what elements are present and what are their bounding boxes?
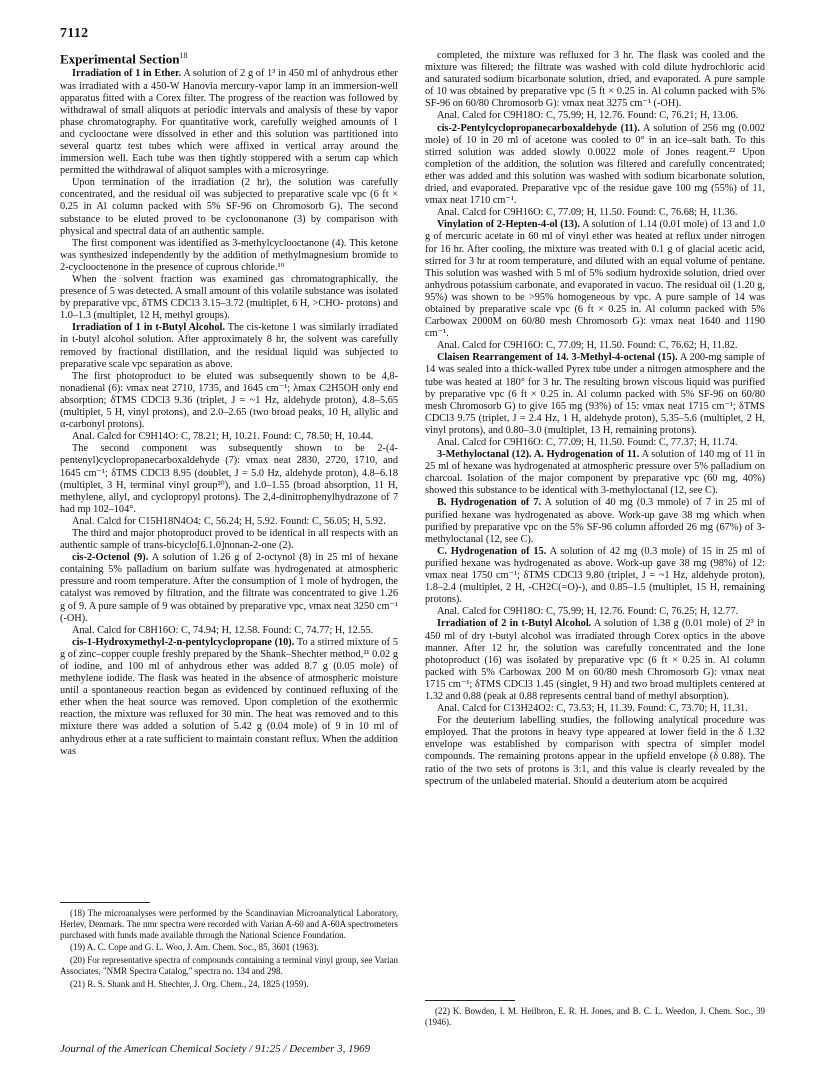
paragraph-text: A solution of 1.14 (0.01 mole) of 13 and 1.0 g of mercuric acetate in 60 ml of vinyl ether was heated at reflux under nitrogen for 16 hr. After cooling, the mixture was treated with 0.1 g of glacial acetic acid, stirred for 3 hr at room temperature, and diluted with an equal volume of pentane. This solution was washed with 5 ml of 5% sodium hydroxide solution, dried over anhydrous potassium carbonate, and evaporated in vacuo. The residual oil (1.20 g, 95%) was shown to be >95% homogeneous by vpc. A pure sample of 14 was obtained by preparative scale vpc (6 ft × 0.25 in. Al column packed with 5% Carbowax 2000M on 60/80 mesh Chromosorb G): νmax neat 1640 and 1190 cm⁻¹. — [425, 219, 765, 340]
paragraph-text: A solution of 1.26 g of 2-octynol (8) in 25 ml of hexane containing 5% palladium on barium sulfate was hydrogenated at atmospheric pressure and room temperature. After the consumption of 1 mole of hydrogen, the catalyst was removed by filtration, and the filtrate was concentrated to give 1.26 g of 9. A pure sample of 9 was obtained by preparative vpc, νmax neat 3250 cm⁻¹ (-OH). — [60, 552, 398, 624]
section-heading: Experimental Section$^{18}$ — [60, 51, 188, 67]
paragraph — [60, 637, 398, 758]
left-column — [60, 50, 398, 758]
paragraph-text: completed, the mixture was refluxed for 3 hr. The flask was cooled and the mixture was filtered; the filtrate was washed with cold dilute hydrochloric acid and saturated sodium bicarbonate solution, dried, and evaporated. A pure sample of 10 was obtained by preparative vpc (5 ft × 0.25 in. Al column packed with 5% SF-96 on 60/80 Chromosorb G): νmax neat 3275 cm⁻¹ (-OH). — [425, 50, 765, 110]
paragraph — [60, 322, 398, 370]
paragraph-lead: cis-2-Octenol (9). — [72, 552, 149, 564]
paragraph — [60, 431, 398, 443]
paragraph-lead: Irradiation of 1 in Ether. — [72, 68, 182, 80]
paragraph — [425, 546, 765, 606]
paragraph-text: Anal. Calcd for C9H16O: C, 77.09; H, 11.50. Found: C, 76.62; H, 11.82. — [437, 340, 738, 352]
paragraph-lead: Irradiation of 2 in t-Butyl Alcohol. — [437, 618, 592, 630]
paragraph-text: The third and major photoproduct proved to be identical in all respects with an authentic sample of trans-bicyclo[6.1.0]nonan-2-one (2). — [60, 527, 398, 552]
footnote: (21) R. S. Shank and H. Shechter, J. Org. Chem., 24, 1825 (1959). — [70, 978, 309, 989]
paragraph-text: Anal. Calcd for C8H16O: C, 74.94; H, 12.58. Found: C, 74.77; H, 12.55. — [72, 624, 374, 636]
paragraph — [60, 625, 398, 637]
paragraph — [60, 68, 398, 177]
paragraph-text: A 200-mg sample of 14 was sealed into a thick-walled Pyrex tube under a nitrogen atmosphere and the tube was heated at 180° for 3 hr. The resulting brown viscous liquid was purified by preparative vpc (6 ft × 0.25 in. Al column packed with 5% SF-96 on 60/80 mesh Chromosorb G) to give 165 mg (93%) of 15: νmax neat 1715 cm⁻¹; δTMS CDCl3 9.75 (triplet, J = 2.4 Hz, 1 H, aldehyde proton), 5.35–5.6 (multiplet, 2 H, vinyl protons), and 0.80–3.0 (multiplet, 13 H, remaining protons). — [425, 352, 765, 436]
paragraph-text: Anal. Calcd for C13H24O2: C, 73.53; H, 11.39. Found: C, 73.70; H, 11.31. — [437, 703, 748, 715]
paragraph — [425, 703, 765, 715]
paragraph-text: A solution of 42 mg (0.3 mole) of 15 in 25 ml of purified hexane was hydrogenated as above. Work-up gave 38 mg (98%) of 12: νmax neat 1750 cm⁻¹; δTMS CDCl3 9.80 (triplet, J = ~1 Hz, aldehyde proton), 1.8–2.4 (multiplet, 2 H, -CH2C(=O)-), and 0.85–1.5 (multiplet, 15 H, remaining protons). — [425, 545, 766, 606]
footnotes-right — [425, 1006, 765, 1030]
paragraph-lead: B. Hydrogenation of 7. — [437, 497, 542, 509]
footnote: (19) A. C. Cope and G. L. Woo, J. Am. Chem. Soc., 85, 3601 (1963). — [70, 942, 319, 953]
paragraph-text: A solution of 1.38 g (0.01 mole) of 2³ in 450 ml of dry t-butyl alcohol was irradiated through Corex optics in the above manner. After 12 hr, the solution was carefully concentrated and the lone photoproduct (16) was isolated by preparative vpc (6 ft × 0.25 in. Al column packed with 5% Carbowax 200 M on 60/80 mesh Chromosorb G): νmax neat 1715 cm⁻¹; δTMS CDCl3 1.45 (singlet, 9 H) and two broad multiplets centered at 1.32 and 0.88 (peak at 0.88 represents central band of methyl absorption). — [425, 618, 765, 702]
paragraph-text: Upon termination of the irradiation (2 hr), the solution was carefully concentrated, and the residual oil was subjected to preparative scale vpc (6 ft × 0.25 in Al column packed with 5% SF-96 on Chromosorb G). The second substance to be eluted proved to be cyclononanone (3) by comparison with physical and spectral data of an authentic sample. — [60, 177, 398, 237]
journal-footer: Journal of the American Chemical Society / 91:25 / December 3, 1969 — [60, 1043, 371, 1055]
paragraph-text: A solution of 140 mg of 11 in 25 ml of hexane was hydrogenated at atmospheric pressure over 5% palladium on charcoal. Isolation of the major component by preparative vpc (60 mg, 40%) showed this substance to be identical with 3-methyloctanal (12, see C). — [425, 449, 765, 497]
paragraph-lead: C. Hydrogenation of 15. — [437, 545, 547, 557]
paragraph-text: Anal. Calcd for C15H18N4O4: C, 56.24; H, 5.92. Found: C, 56.05; H, 5.92. — [72, 515, 386, 527]
footnotes-left — [60, 908, 398, 992]
paragraph-text: Anal. Calcd for C9H18O: C, 75.99; H, 12.76. Found: C, 76.21; H, 13.06. — [437, 110, 739, 122]
paragraph-text: A solution of 40 mg (0.3 mmole) of 7 in 25 ml of purified hexane was hydrogenated as above. Work-up gave 38 mg which when purified by preparative vpc on the 5% SF-96 column afforded 26 mg (67%) of 3-methyloctanal (12, see C). — [425, 497, 765, 545]
paragraph-text: Anal. Calcd for C9H16O: C, 77.09; H, 11.50. Found: C, 76.68; H, 11.36. — [437, 207, 738, 219]
paragraph — [425, 437, 765, 449]
paragraph — [60, 371, 398, 431]
footnote-divider — [60, 902, 150, 903]
paragraph — [60, 238, 398, 274]
paragraph — [60, 516, 398, 528]
paragraph-text: A solution of 2 g of 1³ in 450 ml of anhydrous ether was irradiated with a 450-W Hanovia mercury-vapor lamp in an immersion-well apparatus fitted with a Corex filter. The progress of the reaction was followed by withdrawal of small aliquots at periodic intervals and analysis of these by vapor phase chromatography. For quantitative work, carefully weighed amounts of 1 and cyclooctane were dissolved in ether and this solution was partitioned into several quartz test tubes which were affixed in vertical array around the immersion well. Each tube was then tightly stoppered with a serum cap which permitted the withdrawal of aliquot samples with a microsyringe. — [60, 68, 398, 177]
paragraph-text: For the deuterium labelling studies, the following analytical procedure was employed. That the protons in heavy type appeared at lower field in the δ 1.32 envelope was established by comparison with spectra of simpler model compounds. The remaining protons appear in the upfield envelope (δ 0.88). The ratio of the two sets of protons is 3:1, and this value is clearly revealed by the spectrum of the unlabeled material. Should a deuterium atom be acquired — [425, 715, 765, 787]
paragraph-text: The cis-ketone 1 was similarly irradiated in t-butyl alcohol solution. After approximately 8 hr, the solvent was carefully removed by fractional distillation, and the residual liquid was subjected to preparative scale vpc separation as above. — [60, 322, 399, 370]
paragraph-lead: Irradiation of 1 in t-Butyl Alcohol. — [72, 322, 225, 334]
paragraph — [425, 449, 765, 497]
paragraph-text: To a stirred mixture of 5 g of zinc–copper couple freshly prepared by the Shank–Shechter method,²¹ 0.02 g of iodine, and 100 ml of anhydrous ether was added 8.7 g (0.05 mole) of methylene iodide. The flask was heated in the absence of atmospheric moisture until a spontaneous reaction began as evidenced by continued refluxing of the ether when the heat source was removed. Upon completion of the exothermic reaction, the mixture was refluxed for 30 min. The heat was removed and to this mixture there was added a solution of 5.42 g (0.04 mole) of 9 in 10 ml of anhydrous ether at a rate sufficient to maintain constant reflux. When the addition was — [60, 636, 399, 757]
footnote: (18) The microanalyses were performed by the Scandinavian Microanalytical Laboratory, Herlev, Denmark. The nmr spectra were recorded with Varian A-60 and A-60A spectrometers purchased with funds made available through the National Science Foundation. — [60, 908, 398, 940]
paragraph-text: When the solvent fraction was examined gas chromatographically, the presence of 5 was detected. A small amount of this volatile substance was isolated by preparative vpc, δTMS CDCl3 3.15–3.72 (multiplet, 6 H, >CHO- protons) and 1.0–1.3 (multiplet, 12 H, methyl groups). — [60, 274, 398, 322]
paragraph — [60, 552, 398, 625]
paragraph — [60, 177, 398, 237]
paragraph-lead: cis-1-Hydroxymethyl-2-n-pentylcyclopropane (10). — [72, 636, 295, 648]
paragraph-lead: Vinylation of 2-Hepten-4-ol (13). — [437, 219, 580, 231]
footnote: (20) For representative spectra of compounds containing a terminal vinyl group, see Varian Associates, "NMR Spectra Catalog," spectra no. 134 and 298. — [60, 955, 398, 976]
paragraph-text: A solution of 256 mg (0.002 mole) of 10 in 20 ml of acetone was cooled to 0° in an ice–salt bath. To this stirred solution was added slowly 0.0022 mole of Jones reagent.²² Upon completion of the addition, the solution was filtered and carefully concentrated; ether was added and this solution was washed with sodium bicarbonate solution, dried, and evaporated. Preparative vpc of the residue gave 100 mg (55%) of 11, νmax neat 1710 cm⁻¹. — [425, 122, 765, 207]
footnote-divider — [425, 1000, 515, 1001]
paragraph-text: The first component was identified as 3-methylcyclooctanone (4). This ketone was synthesized independently by the addition of methylmagnesium bromide to 2-cyclooctenone in the presence of cuprous chloride.¹⁹ — [60, 237, 398, 273]
paragraph — [425, 207, 765, 219]
paragraph-text: Anal. Calcd for C9H16O: C, 77.09; H, 11.50. Found: C, 77.37; H, 11.74. — [437, 437, 738, 448]
right-column — [425, 50, 765, 788]
paragraph-lead: 3-Methyloctanal (12). A. Hydrogenation of 11. — [437, 449, 640, 461]
paragraph-text: The second component was subsequently shown to be 2-(4-pentenyl)cyclopropanecarboxaldehyde (7): νmax neat 2830, 2720, 1710, and 1645 cm⁻¹; δTMS CDCl3 8.95 (doublet, J = 5.0 Hz, aldehyde proton), 4.8–6.18 (multiplet, 3 H, terminal vinyl group²⁰), and 1.0–1.55 (broad absorption, 11 H, methylene, allyl, and cyclopropyl protons). The 2,4-dinitrophenylhydrazone of 7 had mp 102–104°. — [60, 443, 398, 515]
paragraph — [60, 274, 398, 322]
paragraph — [425, 352, 765, 437]
paragraph — [425, 110, 765, 122]
paragraph-text: Anal. Calcd for C9H18O: C, 75.99; H, 12.76. Found: C, 76.25; H, 12.77. — [437, 606, 739, 618]
paragraph — [60, 528, 398, 552]
paragraph — [425, 497, 765, 545]
page-number: 7112 — [60, 26, 89, 41]
paragraph-text: The first photoproduct to be eluted was subsequently shown to be 4,8-nonadienal (6): νmax neat 2710, 1735, and 1645 cm⁻¹; λmax C2H5OH only end absorption; δTMS CDCl3 9.36 (triplet, J = ~1 Hz, aldehyde proton), 4.8–5.65 (multiplet, 5 H, vinyl protons), and 2.0–2.65 (two broad peaks, 10 H, allylic and α-carbonyl protons). — [60, 370, 398, 431]
paragraph — [425, 50, 765, 110]
paragraph — [425, 123, 765, 208]
paragraph — [425, 340, 765, 352]
paragraph — [425, 606, 765, 618]
paragraph-lead: cis-2-Pentylcyclopropanecarboxaldehyde (11). — [437, 122, 640, 134]
paragraph-text: Anal. Calcd for C9H14O: C, 78.21; H, 10.21. Found: C, 78.50; H, 10.44. — [72, 431, 374, 443]
paragraph — [60, 443, 398, 516]
paragraph — [425, 715, 765, 788]
footnote: (22) K. Bowden, I. M. Heilbron, E. R. H. Jones, and B. C. L. Weedon, J. Chem. Soc., 39 (1946). — [425, 1006, 765, 1027]
paragraph — [425, 618, 765, 703]
paragraph — [425, 219, 765, 340]
paragraph-lead: Claisen Rearrangement of 14. 3-Methyl-4-octenal (15). — [437, 352, 678, 364]
